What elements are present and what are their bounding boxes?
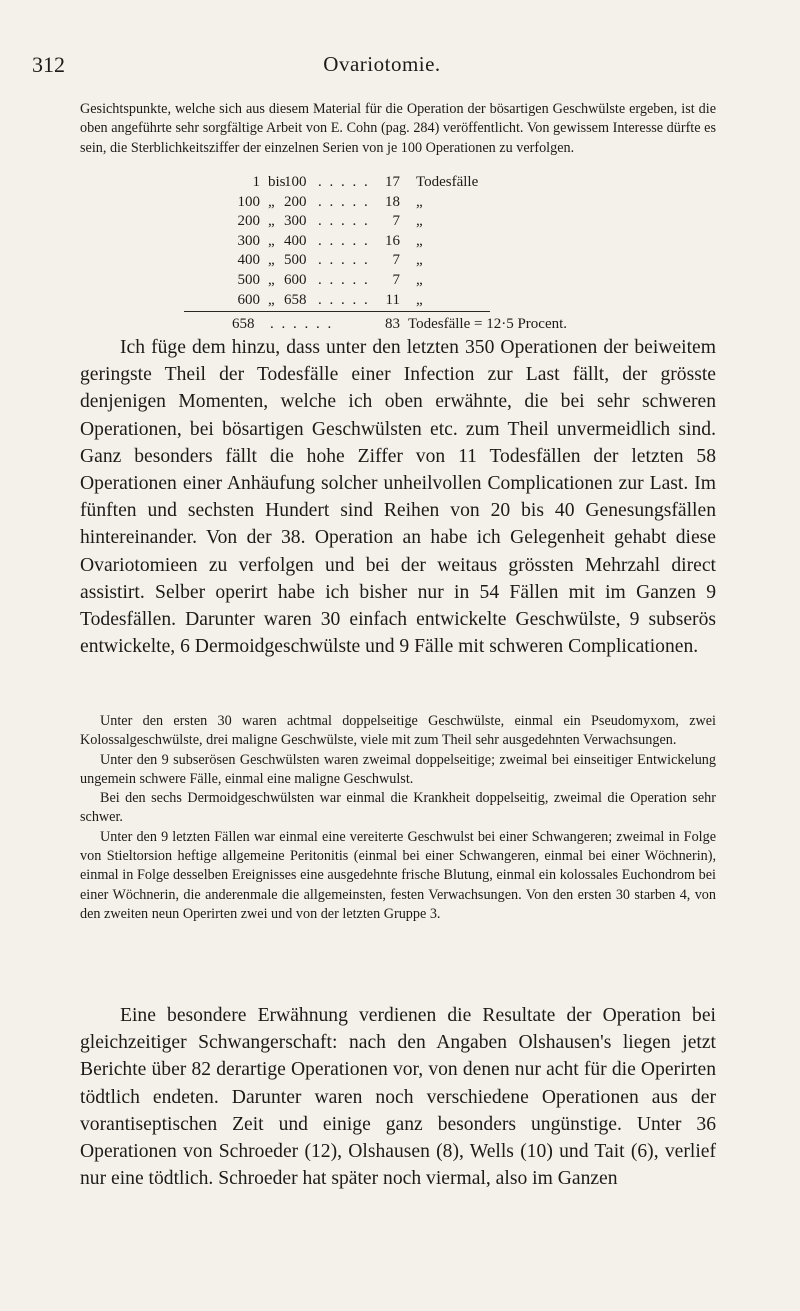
row-count: 16 xyxy=(385,232,400,249)
row-dots: . . . . . xyxy=(318,213,370,230)
row-dots: . . . . . xyxy=(318,232,370,249)
total-dots: . . . . . . xyxy=(270,316,334,332)
page-header xyxy=(32,52,732,78)
table-row xyxy=(80,213,640,233)
row-sep: „ xyxy=(268,213,275,230)
row-count: 18 xyxy=(385,193,400,210)
row-unit: „ xyxy=(416,291,423,308)
note-paragraph: Unter den 9 letzten Fällen war einmal eine vereiterte Geschwulst bei einer Schwangeren; zweimal in Folge von Stieltorsion heftige allgemeine Peritonitis (einmal bei einer Schwangeren, einmal bei einer Wöchnerin), einmal in Folge desselben Ereignisses eine ausgedehnte frische Blutung, einmal ein kolossales Euchondrom bei einer Wöchnerin, die anderenmale die allgemeinsten, festen Verwachsungen. Von den ersten 30 starben 4, von den zweiten neun Operirten zwei und von der letzten Gruppe 3. xyxy=(80,828,716,922)
row-dots: . . . . . xyxy=(318,271,370,288)
row-sep: „ xyxy=(268,291,275,308)
row-unit: „ xyxy=(416,232,423,249)
row-dots: . . . . . xyxy=(318,291,370,308)
total-n: 658 xyxy=(232,316,255,332)
row-unit: „ xyxy=(416,213,423,230)
row-to: 400 xyxy=(284,232,307,249)
row-count: 11 xyxy=(385,291,400,308)
mortality-table xyxy=(80,174,640,332)
row-count: 17 xyxy=(385,174,400,190)
row-from: 300 xyxy=(237,232,260,249)
table-row xyxy=(80,194,640,214)
row-dots: . . . . . xyxy=(318,252,370,269)
intro-paragraph: Gesichtspunkte, welche sich aus diesem Material für die Operation der bösartigen Geschwülste ergeben, ist die oben angeführte sehr sorgfältige Arbeit von E. Cohn (pag. 284) veröffentlicht. Von gewissem Interesse dürfte es sein, die Sterblichkeitsziffer der einzelnen Serien von je 100 Operationen zu verfolgen. xyxy=(80,101,716,156)
page-number: 312 xyxy=(32,52,65,77)
table-row xyxy=(80,252,640,272)
body-paragraph-1: Ich füge dem hinzu, dass unter den letzten 350 Operationen der beiweitem geringste Theil der Todesfälle einer Infection zur Last fällt, der grösste denjenigen Momenten, welche ich oben erwähnte, die bei sehr schweren Operationen, bei bösartigen Geschwülsten etc. zum Theil unvermeidlich sind. Ganz besonders fällt die hohe Ziffer von 11 Todesfällen der letzten 58 Operationen einer Anhäufung solcher unheilvollen Complicationen zur Last. Im fünften und sechsten Hundert sind Reihen von 20 bis 40 Genesungsfällen hintereinander. Von der 38. Operation an habe ich Gelegenheit gehabt diese Ovariotomieen zu verfolgen und bei der weitaus grössten Mehrzahl direct assistirt. Selber operirt habe ich bisher nur in 54 Fällen mit im Ganzen 9 Todesfällen. Darunter waren 30 einfach entwickelte Geschwülste, 9 subserös entwickelte, 6 Dermoidgeschwülste und 9 Fälle mit schweren Complicationen. xyxy=(80,337,716,658)
table-total-row xyxy=(80,316,640,336)
table-row xyxy=(80,272,640,292)
row-to: 200 xyxy=(284,193,307,210)
row-dots: . . . . . xyxy=(318,193,370,210)
row-sep: „ xyxy=(268,271,275,288)
row-to: 600 xyxy=(284,271,307,288)
row-from: 500 xyxy=(237,271,260,288)
total-count: 83 xyxy=(385,316,400,332)
row-count: 7 xyxy=(392,213,400,230)
row-sep: „ xyxy=(268,193,275,210)
note-paragraph: Bei den sechs Dermoidgeschwülsten war einmal die Krankheit doppelseitig, zweimal die Operation sehr schwer. xyxy=(80,790,716,826)
running-head: Ovariotomie. xyxy=(323,52,441,76)
note-paragraph: Unter den 9 subserösen Geschwülsten waren zweimal doppelseitige; zweimal bei einseitiger Entwickelung ungemein schwere Fälle, einmal eine maligne Geschwulst. xyxy=(80,751,716,787)
row-sep: „ xyxy=(268,232,275,249)
row-dots: . . . . . xyxy=(318,174,370,190)
row-unit: „ xyxy=(416,252,423,269)
row-from: 400 xyxy=(237,252,260,269)
note-paragraph: Unter den ersten 30 waren achtmal doppelseitige Geschwülste, einmal ein Pseudomyxom, zwei Kolossalgeschwülste, drei maligne Geschwülste, viele mit zum Theil sehr ausgedehnten Verwachsungen. xyxy=(80,713,716,749)
table-row xyxy=(80,233,640,253)
table-row xyxy=(80,174,640,194)
sum-rule xyxy=(184,311,490,312)
row-unit: „ xyxy=(416,271,423,288)
row-from: 1 xyxy=(252,174,260,190)
row-unit: „ xyxy=(416,193,423,210)
row-to: 100 xyxy=(284,174,307,190)
row-to: 658 xyxy=(284,291,307,308)
total-text: Todesfälle = 12·5 Procent. xyxy=(408,316,568,332)
row-from: 100 xyxy=(237,193,260,210)
row-unit: Todesfälle xyxy=(416,174,479,190)
row-count: 7 xyxy=(392,271,400,288)
table-row xyxy=(80,292,640,312)
row-count: 7 xyxy=(392,252,400,269)
row-from: 600 xyxy=(237,291,260,308)
row-sep: bis xyxy=(268,174,286,190)
row-sep: „ xyxy=(268,252,275,269)
row-to: 500 xyxy=(284,252,307,269)
row-from: 200 xyxy=(237,213,260,230)
small-print-notes xyxy=(80,712,716,924)
row-to: 300 xyxy=(284,213,307,230)
body-paragraph-2: Eine besondere Erwähnung verdienen die Resultate der Operation bei gleichzeitiger Schwangerschaft: nach den Angaben Olshausen's liegen jetzt Berichte über 82 derartige Operationen vor, von denen nur acht für die Operirten tödtlich endeten. Darunter waren noch verschiedene Operationen aus der vorantiseptischen Zeit und einige ganz besonders ungünstige. Unter 36 Operationen von Schroeder (12), Olshausen (8), Wells (10) und Tait (6), verlief nur eine tödtlich. Schroeder hat später noch viermal, also im Ganzen xyxy=(80,1005,716,1190)
